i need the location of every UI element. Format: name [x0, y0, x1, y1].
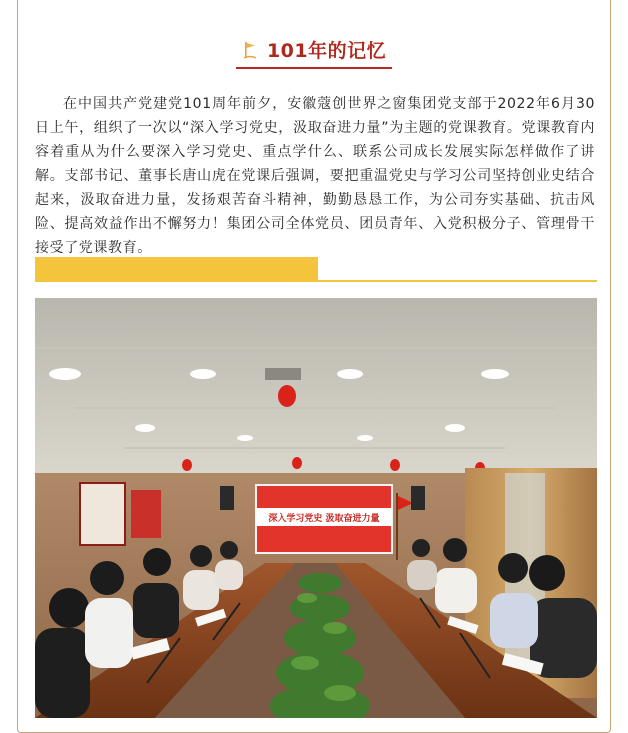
- body-paragraph: 在中国共产党建党101周年前夕，安徽蔻创世界之窗集团党支部于2022年6月30日上午，组织了一次以“深入学习党史，汲取奋进力量”为主题的党课教育。党课教育内容着重从为什么要深入学习党史、重点学什么、联系公司成长发展实际怎样做作了讲解。支部书记、董事长唐山虎在党课后强调，要把重温党史与学习公司坚持创业史结合起来，汲取奋进力量，发扬艰苦奋斗精神，勤勤恳恳工作，为公司夯实基础、抗击风险、提高效益作出不懈努力！集团公司全体党员、团员青年、入党积极分子、管理骨干接受了党课教育。: [35, 96, 595, 256]
- party-flag-icon: [242, 40, 258, 60]
- heading-title: 101年的记忆: [266, 40, 387, 62]
- section-heading: [0, 36, 628, 69]
- meeting-photo: [35, 298, 597, 718]
- divider-bar: [35, 257, 318, 282]
- screen-slogan: 深入学习党史 汲取奋进力量: [268, 514, 380, 524]
- divider-line: [318, 280, 597, 282]
